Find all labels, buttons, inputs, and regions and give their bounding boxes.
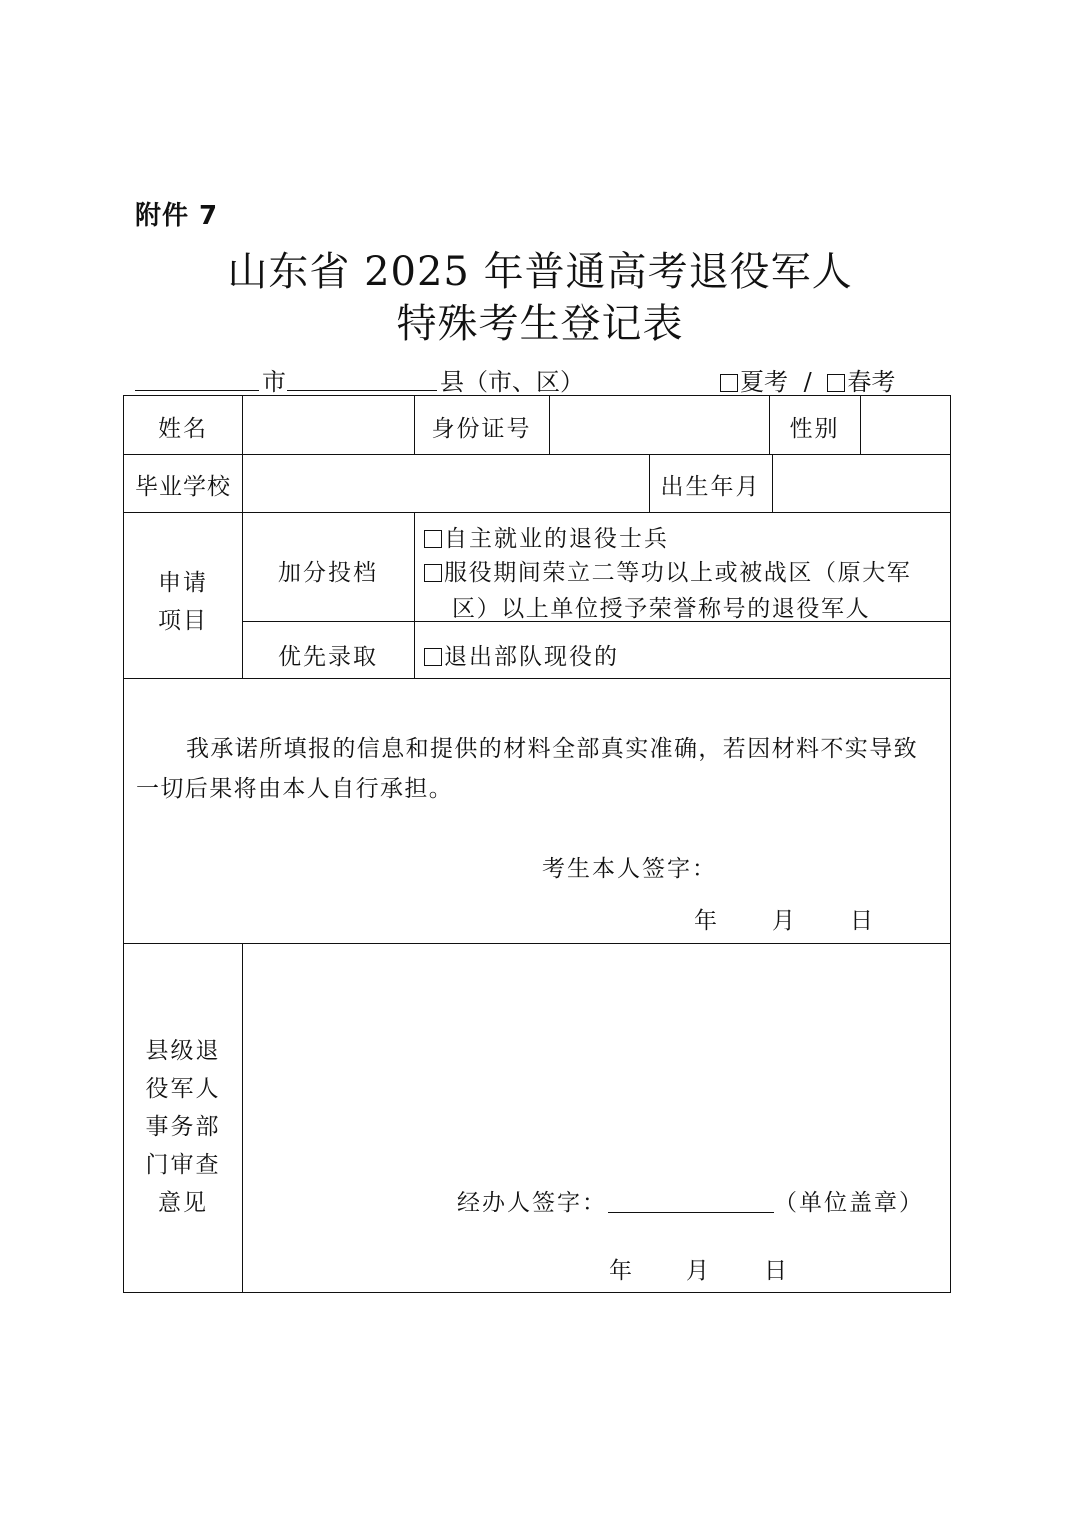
form-title-line1: 山东省 2025 年普通高考退役军人 [227, 249, 853, 295]
review-date-year: 年 [609, 1258, 634, 1284]
pledge-date-day: 日 [850, 908, 875, 934]
review-label-line4: 门审查 [145, 1152, 221, 1178]
candidate-sign-label: 考生本人签字： [542, 856, 717, 882]
apply-label-line1: 申请 [158, 570, 208, 596]
separator: / [803, 368, 812, 396]
city-label: 市 [262, 368, 286, 396]
school-label: 毕业学校 [135, 474, 231, 500]
form-title-line2: 特殊考生登记表 [396, 301, 684, 347]
handler-sign-label: 经办人签字： [457, 1190, 607, 1216]
bonus-option-1 [424, 520, 669, 553]
name-label: 姓名 [158, 416, 208, 442]
apply-label-line2: 项目 [158, 608, 208, 634]
city-field[interactable] [135, 390, 259, 391]
gender-input[interactable] [862, 398, 948, 452]
bonus-option-1-text: 自主就业的退役士兵 [444, 526, 669, 552]
review-label-line5: 意见 [158, 1190, 208, 1216]
birth-label: 出生年月 [660, 474, 761, 500]
id-number-input[interactable] [551, 398, 767, 452]
priority-label: 优先录取 [278, 644, 378, 670]
spring-label: 春考 [847, 368, 896, 396]
registration-table [123, 395, 951, 1293]
county-field[interactable] [287, 390, 437, 391]
review-date-month: 月 [686, 1258, 711, 1284]
bonus-option-2-text-line2: 区）以上单位授予荣誉称号的退役军人 [452, 596, 871, 622]
review-label-line3: 事务部 [145, 1114, 221, 1140]
county-label: 县（市、区） [440, 368, 584, 396]
stamp-label: （单位盖章） [774, 1190, 924, 1216]
birth-input[interactable] [774, 456, 948, 510]
bonus-option-2-checkbox[interactable] [424, 564, 442, 582]
exam-type-selector [720, 362, 895, 397]
review-label-line1: 县级退 [145, 1038, 221, 1064]
summer-label: 夏考 [740, 368, 788, 396]
pledge-date-month: 月 [772, 908, 797, 934]
review-label-line2: 役军人 [145, 1076, 221, 1102]
summer-checkbox[interactable] [720, 374, 738, 392]
pledge-text-line2: 一切后果将由本人自行承担。 [136, 776, 454, 802]
handler-sign-field[interactable] [608, 1212, 774, 1213]
bonus-option-2-text-line1: 服役期间荣立二等功以上或被战区（原大军 [444, 560, 912, 586]
gender-label: 性别 [789, 416, 840, 442]
name-input[interactable] [244, 398, 412, 452]
bonus-option-2 [424, 554, 911, 587]
id-number-label: 身份证号 [431, 416, 532, 442]
review-date-day: 日 [764, 1258, 789, 1284]
priority-option-1-checkbox[interactable] [424, 648, 442, 666]
bonus-option-1-checkbox[interactable] [424, 530, 442, 548]
bonus-label: 加分投档 [278, 560, 378, 586]
spring-checkbox[interactable] [827, 374, 845, 392]
attachment-number: 附件 7 [135, 201, 219, 231]
priority-option-1-text: 退出部队现役的 [444, 644, 619, 670]
priority-option-1 [424, 638, 619, 671]
school-input[interactable] [244, 456, 647, 510]
review-opinion-area[interactable] [244, 945, 948, 1175]
pledge-date-year: 年 [694, 908, 719, 934]
pledge-text-line1: 我承诺所填报的信息和提供的材料全部真实准确，若因材料不实导致 [186, 736, 918, 762]
